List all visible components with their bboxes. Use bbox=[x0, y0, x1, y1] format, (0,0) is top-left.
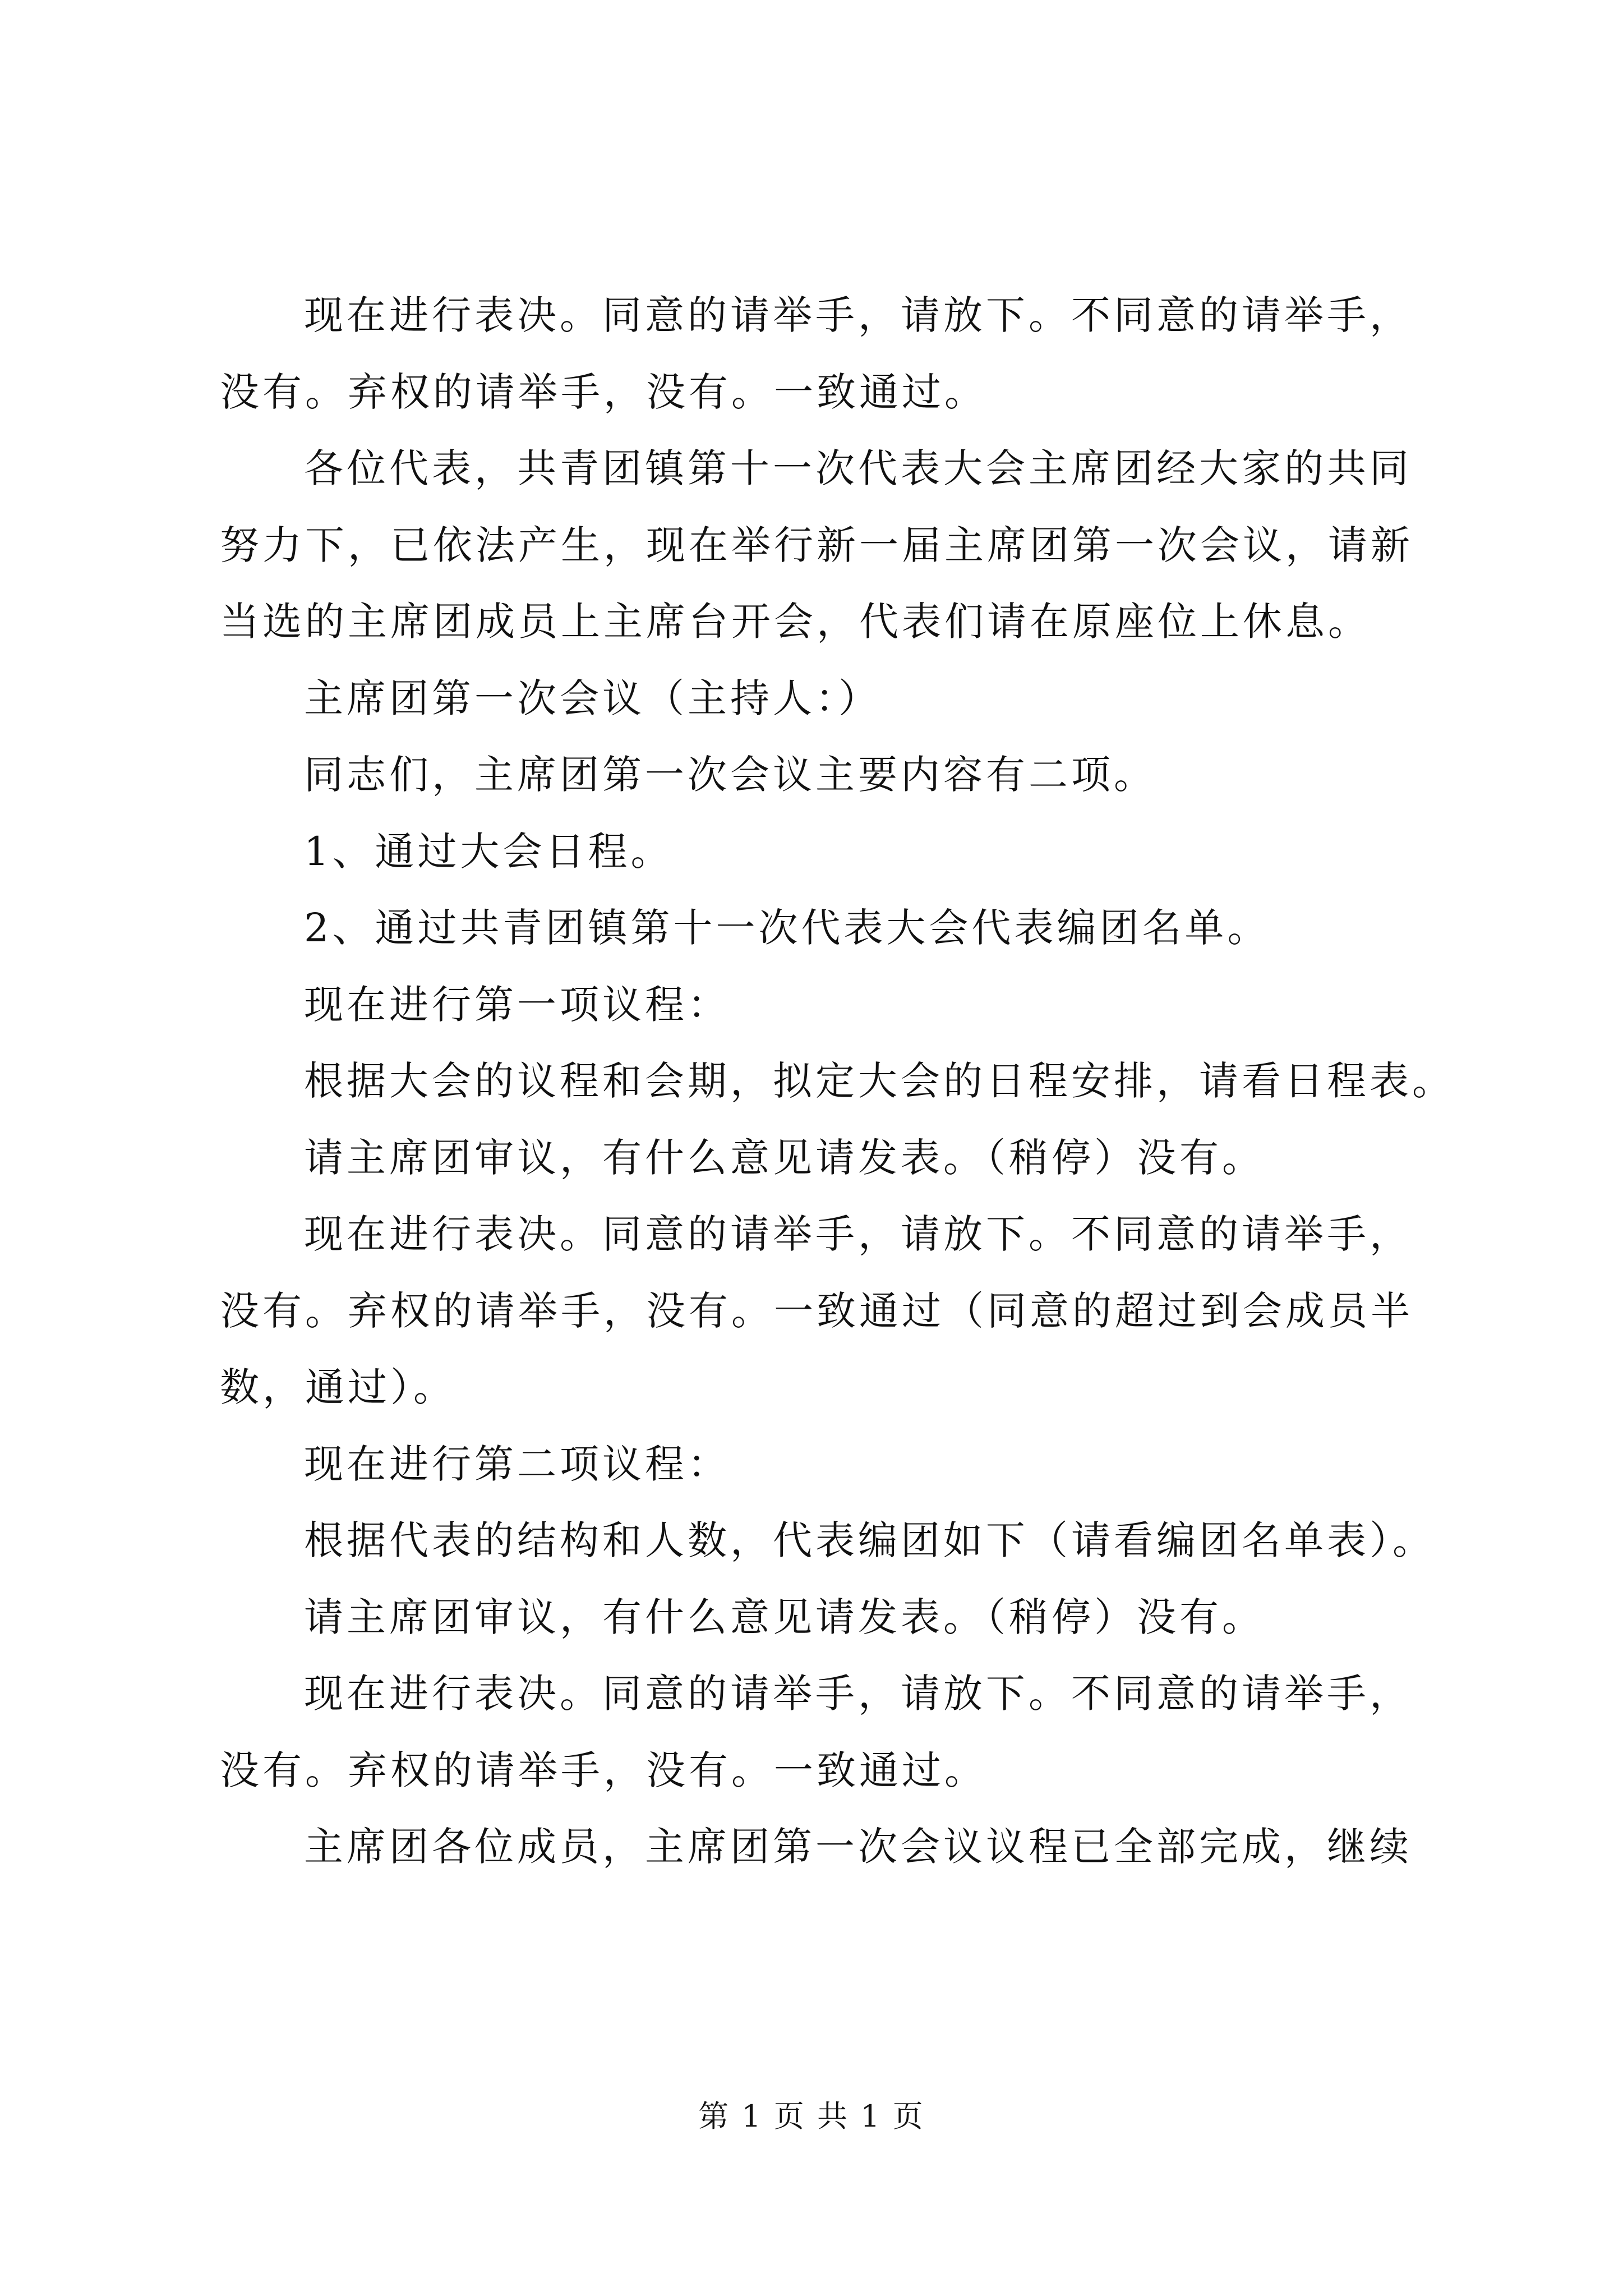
page-footer: 第 1 页 共 1 页 bbox=[698, 2099, 925, 2134]
document-body bbox=[220, 286, 1455, 1894]
paragraph-line: 现在进行表决。同意的请举手，请放下。不同意的请举手， bbox=[304, 1671, 1412, 1717]
paragraph-line: 2、通过共青团镇第十一次代表大会代表编团名单。 bbox=[304, 905, 1270, 951]
paragraph-line: 现在进行第一项议程： bbox=[304, 981, 730, 1028]
paragraph-line: 根据大会的议程和会期，拟定大会的日程安排，请看日程表。 bbox=[304, 1058, 1455, 1104]
paragraph-line: 主席团各位成员，主席团第一次会议议程已全部完成，继续 bbox=[304, 1824, 1412, 1870]
paragraph-line: 请主席团审议，有什么意见请发表。（稍停）没有。 bbox=[304, 1134, 1265, 1181]
paragraph-line: 根据代表的结构和人数，代表编团如下（请看编团名单表）。 bbox=[304, 1517, 1435, 1563]
paragraph-line: 主席团第一次会议（主持人：） bbox=[304, 675, 881, 721]
paragraph-line: 1、通过大会日程。 bbox=[304, 828, 674, 875]
paragraph-line: 数，通过）。 bbox=[220, 1364, 456, 1410]
paragraph-line: 没有。弃权的请举手，没有。一致通过。 bbox=[220, 369, 987, 415]
paragraph-line: 现在进行第二项议程： bbox=[304, 1441, 730, 1487]
paragraph-line: 当选的主席团成员上主席台开会，代表们请在原座位上休息。 bbox=[220, 599, 1371, 645]
paragraph-line: 各位代表，共青团镇第十一次代表大会主席团经大家的共同 bbox=[304, 445, 1412, 491]
paragraph-line: 现在进行表决。同意的请举手，请放下。不同意的请举手， bbox=[304, 292, 1412, 338]
paragraph-line: 现在进行表决。同意的请举手，请放下。不同意的请举手， bbox=[304, 1211, 1412, 1257]
paragraph-line: 请主席团审议，有什么意见请发表。（稍停）没有。 bbox=[304, 1594, 1265, 1640]
paragraph-line: 同志们，主席团第一次会议主要内容有二项。 bbox=[304, 752, 1156, 798]
paragraph-line: 没有。弃权的请举手，没有。一致通过。 bbox=[220, 1747, 987, 1793]
paragraph-line: 努力下，已依法产生，现在举行新一届主席团第一次会议，请新 bbox=[220, 522, 1413, 568]
paragraph-line: 没有。弃权的请举手，没有。一致通过（同意的超过到会成员半 bbox=[220, 1287, 1413, 1334]
